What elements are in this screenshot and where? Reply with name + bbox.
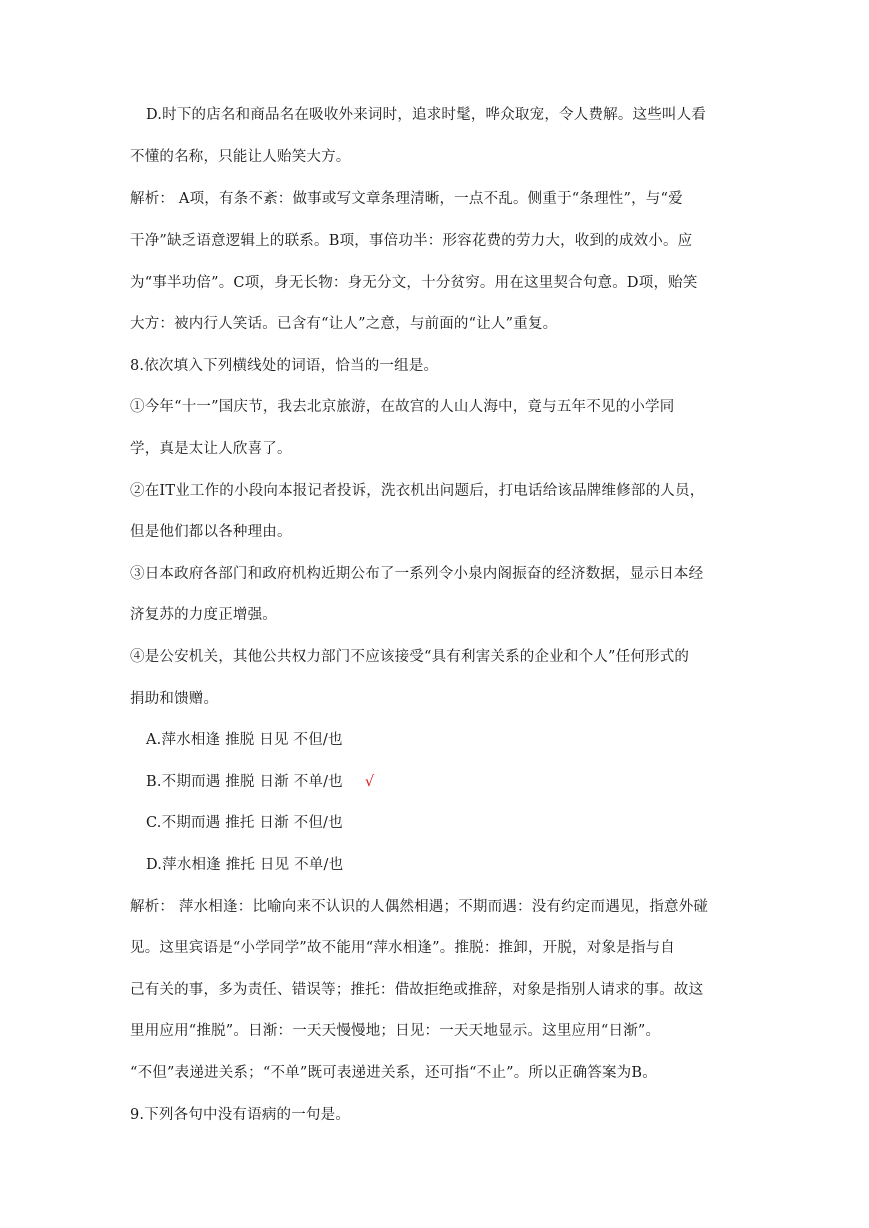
option-b-text: B.不期而遇 推脱 日渐 不单/也 <box>146 774 343 790</box>
analysis-7-line-1: 解析： A项，有条不紊：做事或写文章条理清晰，一点不乱。侧重于“条理性”，与“爱 <box>130 191 683 207</box>
question-9-stem: 9.下列各句中没有语病的一句是。 <box>130 1107 351 1123</box>
question-8-stem: 8.依次填入下列横线处的词语，恰当的一组是。 <box>130 358 439 374</box>
sentence-2-line-2: 但是他们都以各种理由。 <box>130 524 292 540</box>
analysis-8-line-1: 解析： 萍水相逢：比喻向来不认识的人偶然相遇；不期而遇：没有约定而遇见，指意外碰 <box>130 899 709 915</box>
sentence-1-line-1: ①今年“十一”国庆节，我去北京旅游，在故宫的人山人海中，竟与五年不见的小学同 <box>130 399 675 415</box>
sentence-2-line-1: ②在IT业工作的小段向本报记者投诉，洗衣机出问题后，打电话给该品牌维修部的人员， <box>130 483 705 499</box>
analysis-8-line-3: 己有关的事，多为责任、错误等；推托：借故拒绝或推辞，对象是指别人请求的事。故这 <box>130 982 704 998</box>
analysis-7-line-2: 干净”缺乏语意逻辑上的联系。B项，事倍功半：形容花费的劳力大，收到的成效小。应 <box>130 233 693 249</box>
sentence-4-line-1: ④是公安机关，其他公共权力部门不应该接受“具有利害关系的企业和个人”任何形式的 <box>130 649 690 665</box>
option-d-text: D.时下的店名和商品名在吸收外来词时，追求时髦，哗众取宠，令人费解。这些叫人看 <box>146 107 707 123</box>
option-c: C.不期而遇 推托 日渐 不但/也 <box>146 815 343 831</box>
analysis-8-line-2: 见。这里宾语是“小学同学”故不能用“萍水相逢”。推脱：推卸，开脱，对象是指与自 <box>130 940 675 956</box>
sentence-3-line-2: 济复苏的力度正增强。 <box>130 607 277 623</box>
analysis-7-line-3: 为“事半功倍”。C项，身无长物：身无分文，十分贫穷。用在这里契合句意。D项，贻笑 <box>130 275 698 291</box>
sentence-3-line-1: ③日本政府各部门和政府机构近期公布了一系列令小泉内阁振奋的经济数据，显示日本经 <box>130 566 704 582</box>
analysis-8-line-5: “不但”表递进关系；“不单”既可表递进关系，还可指“不止”。所以正确答案为B。 <box>130 1065 657 1081</box>
analysis-7-line-4: 大方：被内行人笑话。已含有“让人”之意，与前面的“让人”重复。 <box>130 316 558 332</box>
option-b <box>146 772 374 792</box>
option-d: D.萍水相逢 推托 日见 不单/也 <box>146 857 344 873</box>
sentence-4-line-2: 捐助和馈赠。 <box>130 691 219 707</box>
analysis-8-line-4: 里用应用“推脱”。日渐：一天天慢慢地；日见：一天天地显示。这里应用“日渐”。 <box>130 1023 661 1039</box>
answer-check-mark: √ <box>364 774 375 790</box>
option-a: A.萍水相逢 推脱 日见 不但/也 <box>146 732 343 748</box>
option-d-text-cont: 不懂的名称，只能让人贻笑大方。 <box>130 149 351 165</box>
sentence-1-line-2: 学，真是太让人欣喜了。 <box>130 441 292 457</box>
